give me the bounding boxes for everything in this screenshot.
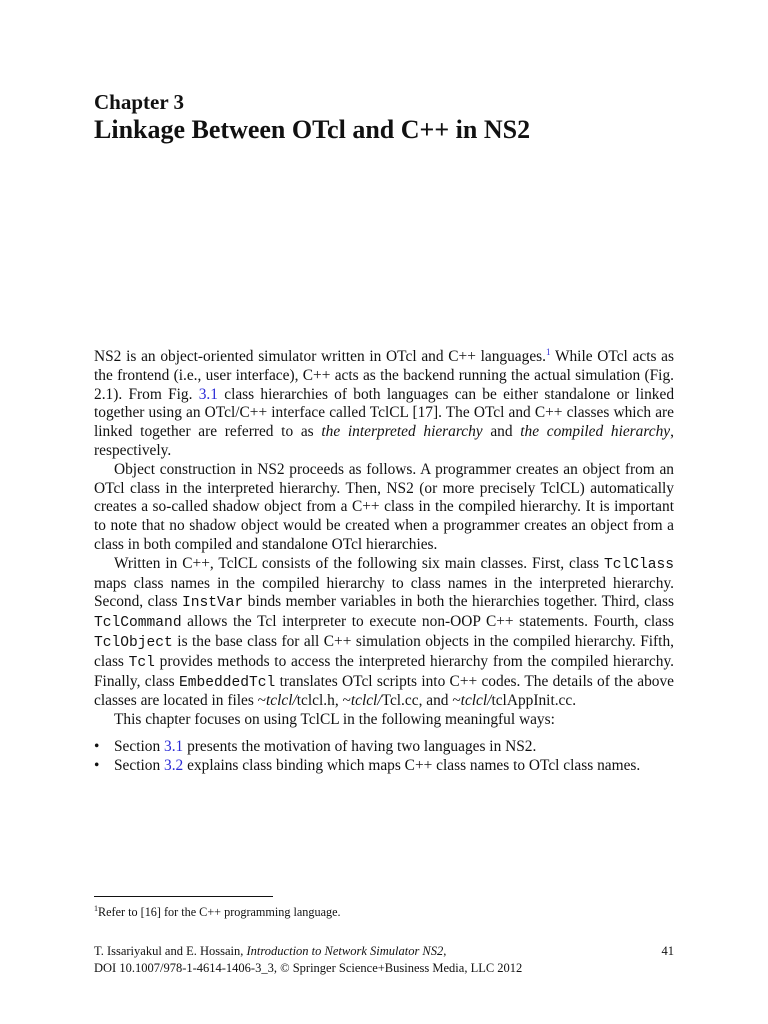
- doi-line: DOI 10.1007/978-1-4614-1406-3_3, © Springer Science+Business Media, LLC 2012: [94, 961, 523, 975]
- bullet-icon: •: [94, 737, 100, 755]
- text: tclAppInit.cc.: [491, 692, 577, 710]
- term: the interpreted hierarchy: [321, 423, 483, 441]
- text: provides methods to access the interpreted hierarchy from the compiled hierarchy. Finally, class: [94, 652, 674, 690]
- footnote-divider: [94, 896, 273, 897]
- section-link[interactable]: 3.1: [164, 737, 184, 755]
- body-text: [94, 348, 674, 776]
- section-link[interactable]: 3.2: [164, 756, 184, 774]
- authors: T. Issariyakul and E. Hossain,: [94, 944, 247, 958]
- code: InstVar: [182, 595, 244, 612]
- book-title: Introduction to Network Simulator NS2: [246, 944, 444, 958]
- footnote-text: Refer to [16] for the C++ programming language.: [98, 905, 341, 919]
- text: Tcl.cc, and ~: [381, 692, 461, 710]
- code: EmbeddedTcl: [178, 674, 276, 691]
- paragraph-2: Object construction in NS2 proceeds as follows. A programmer creates an object from an OTcl class in the interpreted hierarchy. Then, NS2 (or more precisely TclCL) automatically creates a so-called shadow object from a C++ class in the compiled hierarchy. It is important to note that no shadow object would be created when a programmer creates an object from a class in both compiled and standalone OTcl hierarchies.: [94, 460, 674, 553]
- footnote-ref[interactable]: 1: [546, 347, 551, 357]
- code: TclClass: [603, 556, 674, 573]
- text: and: [482, 423, 521, 441]
- page-number: 41: [661, 944, 674, 958]
- footnote-mark: 1: [94, 904, 98, 913]
- paragraph-3: [94, 555, 674, 711]
- text: class hierarchies of both languages can be either standalone or linked together using an OTcl/C++ interface called TclCL [17]. The OTcl and C++ classes which are linked together are referred to as: [94, 385, 675, 441]
- text: presents the motivation of having two languages in NS2.: [183, 737, 537, 755]
- chapter-label: Chapter 3: [94, 90, 185, 114]
- code: TclCommand: [94, 615, 182, 632]
- text: maps class names in the compiled hierarchy to class names in the interpreted hierarchy. Second, class: [94, 574, 674, 611]
- text: Section: [114, 737, 165, 755]
- text: tclcl.h, ~: [296, 692, 351, 710]
- list-item: [94, 738, 674, 757]
- text: While OTcl acts as the frontend (i.e., user interface), C++ acts as the backend running the actual simulation (Fig. 2.1). From Fig.: [94, 348, 674, 403]
- text: translates OTcl scripts into C++ codes. The details of the above classes are located in files ~: [94, 672, 675, 710]
- bullet-icon: •: [94, 756, 100, 774]
- path: tclcl/: [266, 692, 297, 710]
- text: explains class binding which maps C++ class names to OTcl class names.: [183, 756, 641, 774]
- footnote: [94, 905, 341, 920]
- code: TclObject: [94, 634, 173, 651]
- section-list: [94, 738, 674, 776]
- code: Tcl: [128, 654, 155, 671]
- text: is the base class for all C++ simulation objects in the compiled hierarchy. Fifth, class: [94, 632, 674, 670]
- term: the compiled hierarchy: [520, 423, 671, 441]
- text: NS2 is an object-oriented simulator written in OTcl and C++ languages.: [94, 348, 546, 365]
- chapter-title: Linkage Between OTcl and C++ in NS2: [94, 115, 531, 144]
- page-footer: [94, 943, 674, 977]
- path: tclcl/: [350, 692, 382, 710]
- list-item: [94, 757, 674, 776]
- figure-link[interactable]: 3.1: [198, 385, 218, 403]
- paragraph-4: This chapter focuses on using TclCL in the following meaningful ways:: [114, 711, 555, 729]
- text: allows the Tcl interpreter to execute non-OOP C++ statements. Fourth, class: [181, 613, 674, 631]
- text: Written in C++, TclCL consists of the following six main classes. First, class: [114, 554, 604, 572]
- text: Section: [114, 756, 165, 774]
- text: binds member variables in both the hierarchies together. Third, class: [243, 593, 674, 611]
- citation-line: [94, 943, 674, 960]
- path: tclcl/: [460, 692, 492, 710]
- text: , respectively.: [94, 423, 675, 459]
- paragraph-1: [94, 348, 674, 461]
- text: ,: [443, 944, 447, 958]
